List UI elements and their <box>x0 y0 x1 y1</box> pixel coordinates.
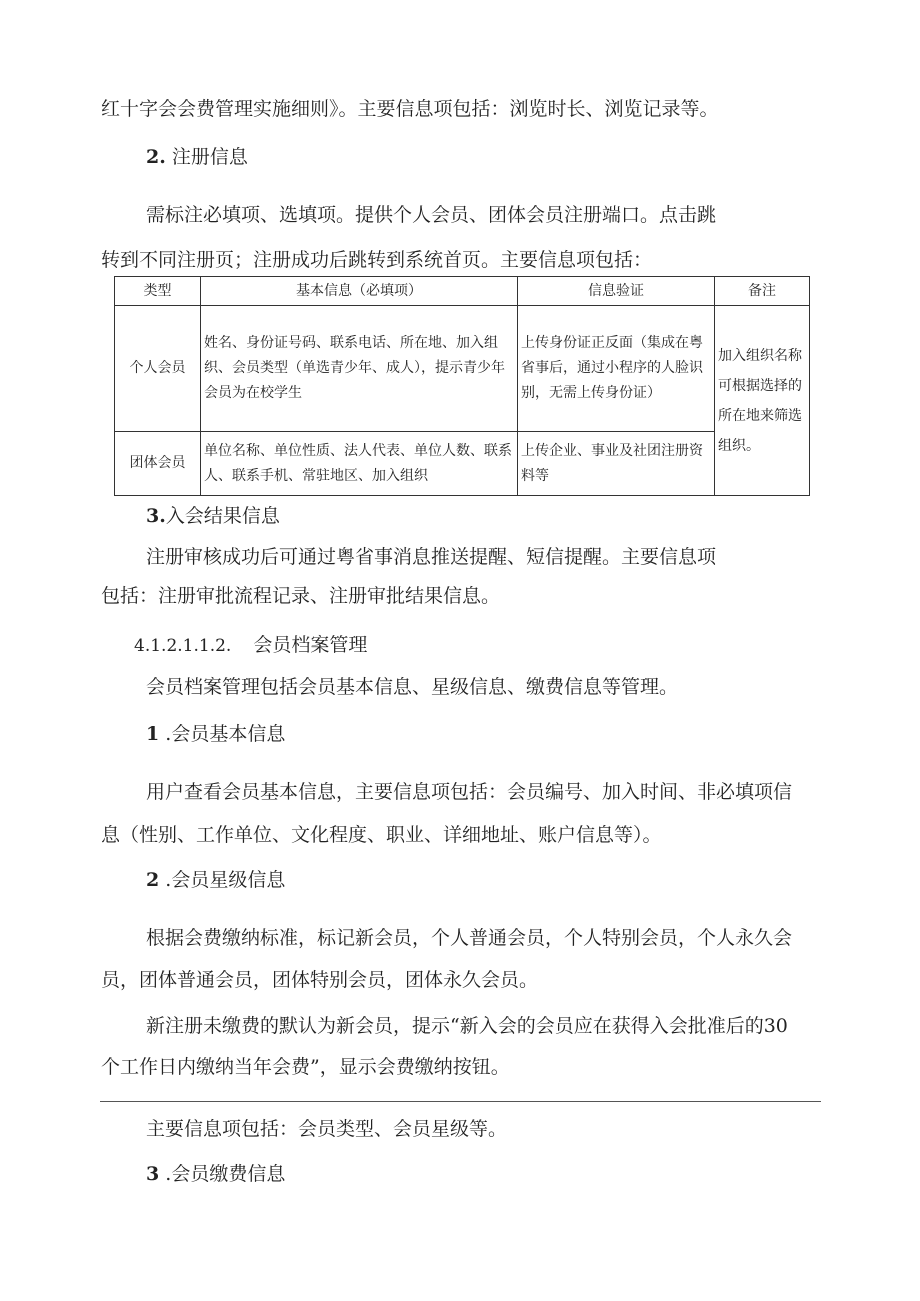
cell-basic-info: 单位名称、单位性质、法人代表、单位人数、联系人、联系手机、常驻地区、加入组织 <box>201 432 518 496</box>
paragraph-star-1: 根据会费缴纳标准，标记新会员，个人普通会员，个人特别会员，个人永久会 <box>146 927 793 949</box>
paragraph-basic-info-2: 息（性别、工作单位、文化程度、职业、详细地址、账户信息等）。 <box>101 824 662 846</box>
header-verification: 信息验证 <box>518 277 715 306</box>
paragraph-result-1: 注册审核成功后可通过粤省事消息推送提醒、短信提醒。主要信息项 <box>146 546 717 568</box>
table-row <box>115 432 810 496</box>
cell-type: 团体会员 <box>115 432 201 496</box>
section-heading <box>134 633 367 658</box>
cell-remarks: 加入组织名称可根据选择的所在地来筛选组织。 <box>715 306 810 496</box>
cell-verification: 上传身份证正反面（集成在粤省事后，通过小程序的人脸识别，无需上传身份证） <box>518 306 715 432</box>
table-header-row <box>115 277 810 306</box>
paragraph-archive-intro: 会员档案管理包括会员基本信息、星级信息、缴费信息等管理。 <box>146 676 679 698</box>
heading-registration-info <box>146 145 248 169</box>
heading-text: .会员基本信息 <box>165 723 286 745</box>
heading-number: 1 <box>146 723 160 745</box>
heading-text: .会员星级信息 <box>165 869 286 891</box>
heading-number: 2 <box>146 869 160 891</box>
paragraph-registration-1: 需标注必填项、选填项。提供个人会员、团体会员注册端口。点击跳 <box>146 204 717 226</box>
paragraph-registration-2: 转到不同注册页；注册成功后跳转到系统首页。主要信息项包括： <box>101 249 653 271</box>
header-type: 类型 <box>115 277 201 306</box>
cell-basic-info: 姓名、身份证号码、联系电话、所在地、加入组织、会员类型（单选青少年、成人），提示青少年会员为在校学生 <box>201 306 518 432</box>
paragraph-new-member-2: 个工作日内缴纳当年会费”，显示会费缴纳按钮。 <box>101 1056 510 1078</box>
heading-text: 入会结果信息 <box>165 505 280 527</box>
heading-number: 3. <box>146 505 166 527</box>
section-title: 会员档案管理 <box>253 634 368 656</box>
paragraph-star-2: 员，团体普通会员，团体特别会员，团体永久会员。 <box>101 969 539 991</box>
heading-join-result <box>146 504 280 528</box>
table-row <box>115 306 810 432</box>
heading-member-fee-info <box>146 1162 285 1186</box>
section-number: 4.1.2.1.1.2. <box>134 636 232 656</box>
paragraph-main-items: 主要信息项包括：会员类型、会员星级等。 <box>146 1118 508 1140</box>
heading-text: .会员缴费信息 <box>165 1163 286 1185</box>
registration-info-table <box>114 276 810 496</box>
page-divider <box>100 1101 821 1102</box>
paragraph-new-member-1: 新注册未缴费的默认为新会员，提示“新入会的会员应在获得入会批准后的30 <box>146 1015 788 1037</box>
cell-type: 个人会员 <box>115 306 201 432</box>
heading-number: 3 <box>146 1163 160 1185</box>
heading-member-star-info <box>146 868 285 892</box>
heading-number: 2. <box>146 146 166 168</box>
heading-member-basic-info <box>146 722 285 746</box>
header-basic-info: 基本信息（必填项） <box>201 277 518 306</box>
paragraph-continuation: 红十字会会费管理实施细则》。主要信息项包括：浏览时长、浏览记录等。 <box>101 98 719 120</box>
header-remarks: 备注 <box>715 277 810 306</box>
paragraph-basic-info-1: 用户查看会员基本信息，主要信息项包括：会员编号、加入时间、非必填项信 <box>146 781 793 803</box>
heading-text: 注册信息 <box>171 146 248 168</box>
cell-verification: 上传企业、事业及社团注册资料等 <box>518 432 715 496</box>
paragraph-result-2: 包括：注册审批流程记录、注册审批结果信息。 <box>101 585 501 607</box>
